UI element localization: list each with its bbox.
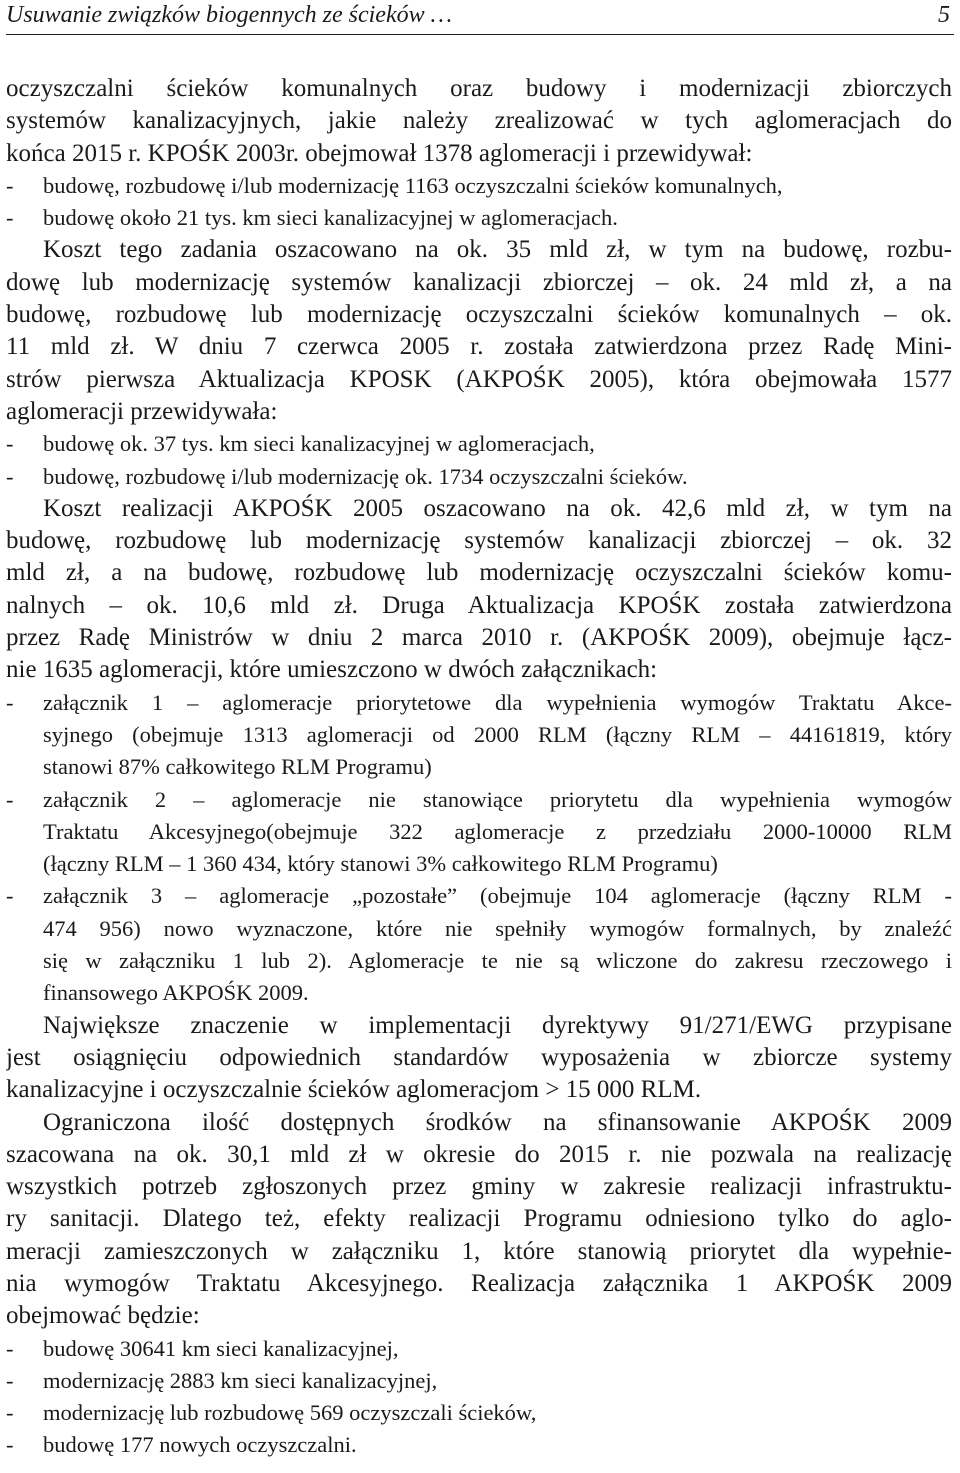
text-line: strów pierwsza Aktualizacja KPOSK (AKPOŚK 2005), która obejmowała 1577 bbox=[6, 365, 952, 393]
text-line: syjnego (obejmuje 1313 aglomeracji od 2000 RLM (łączny RLM – 44161819, który bbox=[43, 721, 952, 747]
text-line: 474 956) nowo wyznaczone, które nie spełniły wymogów formalnych, by znaleźć bbox=[43, 915, 952, 941]
text-line: meracji zamieszczonych w załączniku 1, które stanowią priorytet dla wypełnie- bbox=[6, 1237, 952, 1265]
list-item-text: załącznik 2 – aglomeracje nie stanowiące priorytetu dla wypełnienia wymogów bbox=[43, 786, 952, 812]
text-line: systemów kanalizacyjnych, jakie należy zrealizować w tych aglomeracjach do bbox=[6, 107, 952, 135]
text-line: budowę, rozbudowę lub modernizację systemów kanalizacji zbiorczej – ok. 32 bbox=[6, 527, 952, 555]
text-line: oczyszczalni ścieków komunalnych oraz budowy i modernizacji zbiorczych bbox=[6, 75, 952, 102]
text-line: finansowego AKPOŚK 2009. bbox=[43, 980, 309, 1006]
list-item-text: budowę 177 nowych oczyszczalni. bbox=[43, 1432, 357, 1458]
list-item-text: budowę, rozbudowę i/lub modernizację ok. 1734 oczyszczalni ścieków. bbox=[43, 463, 688, 489]
text-line: stanowi 87% całkowitego RLM Programu) bbox=[43, 754, 432, 780]
list-item-text: budowę 30641 km sieci kanalizacyjnej, bbox=[43, 1335, 399, 1361]
text-line: przez Radę Ministrów w dniu 2 marca 2010 r. (AKPOŚK 2009), obejmuje łącz- bbox=[6, 624, 952, 652]
list-bullet: - bbox=[6, 1432, 14, 1458]
list-item-text: modernizację lub rozbudowę 569 oczyszczali ścieków, bbox=[43, 1400, 537, 1426]
text-line: nie 1635 aglomeracji, które umieszczono w dwóch załącznikach: bbox=[6, 656, 658, 684]
list-item bbox=[6, 1429, 952, 1461]
list-bullet: - bbox=[6, 205, 14, 231]
list-item bbox=[6, 170, 952, 202]
list-item-text: załącznik 3 – aglomeracje „pozostałe” (obejmuje 104 aglomeracje (łączny RLM - bbox=[43, 883, 952, 909]
text-line: Traktatu Akcesyjnego(obejmuje 322 aglomeracje z przedziału 2000-10000 RLM bbox=[43, 818, 952, 844]
list-item-text: budowę ok. 37 tys. km sieci kanalizacyjnej w aglomeracjach, bbox=[43, 431, 595, 457]
list-item bbox=[6, 461, 952, 493]
text-line: Ograniczona ilość dostępnych środków na sfinansowanie AKPOŚK 2009 bbox=[43, 1108, 952, 1136]
running-header-title: Usuwanie związków biogennych ze ścieków … bbox=[6, 2, 452, 28]
text-line: Największe znaczenie w implementacji dyrektywy 91/271/EWG przypisane bbox=[43, 1011, 952, 1039]
list-item bbox=[6, 784, 952, 816]
text-line: nalnych – ok. 10,6 mld zł. Druga Aktualizacja KPOŚK została zatwierdzona bbox=[6, 591, 952, 619]
list-item bbox=[6, 687, 952, 719]
list-bullet: - bbox=[6, 1335, 14, 1361]
list-item bbox=[6, 428, 952, 460]
text-line: mld zł, a na budowę, rozbudowę lub modernizację oczyszczalni ścieków komu- bbox=[6, 559, 952, 587]
list-bullet: - bbox=[6, 172, 14, 198]
list-item bbox=[6, 880, 952, 912]
text-line: nia wymogów Traktatu Akcesyjnego. Realizacja załącznika 1 AKPOŚK 2009 bbox=[6, 1269, 952, 1297]
list-bullet: - bbox=[6, 689, 14, 715]
text-line: (łączny RLM – 1 360 434, który stanowi 3% całkowitego RLM Programu) bbox=[43, 851, 718, 877]
text-line: budowę, rozbudowę lub modernizację oczyszczalni ścieków komunalnych – ok. bbox=[6, 301, 952, 329]
list-bullet: - bbox=[6, 463, 14, 489]
list-item-text: budowę, rozbudowę i/lub modernizację 1163 oczyszczalni ścieków komunalnych, bbox=[43, 172, 783, 198]
text-line: jest osiągnięciu odpowiednich standardów wyposażenia w zbiorcze systemy bbox=[6, 1043, 952, 1071]
list-item bbox=[6, 1397, 952, 1429]
list-item-text: modernizację 2883 km sieci kanalizacyjnej, bbox=[43, 1367, 438, 1393]
running-header bbox=[6, 0, 954, 35]
text-line: końca 2015 r. KPOŚK 2003r. obejmował 1378 aglomeracji i przewidywał: bbox=[6, 139, 753, 167]
list-item bbox=[6, 202, 952, 234]
text-line: się w załączniku 1 lub 2). Aglomeracje te nie są wliczone do zakresu rzeczowego i bbox=[43, 948, 952, 974]
text-line: kanalizacyjne i oczyszczalnie ścieków aglomeracjom > 15 000 RLM. bbox=[6, 1076, 702, 1104]
list-item-text: budowę około 21 tys. km sieci kanalizacyjnej w aglomeracjach. bbox=[43, 205, 618, 231]
text-line: Koszt realizacji AKPOŚK 2005 oszacowano na ok. 42,6 mld zł, w tym na bbox=[43, 494, 952, 522]
list-bullet: - bbox=[6, 1367, 14, 1393]
text-line: aglomeracji przewidywała: bbox=[6, 397, 278, 425]
list-bullet: - bbox=[6, 431, 14, 457]
text-line: szacowana na ok. 30,1 mld zł w okresie do 2015 r. nie pozwala na realizację bbox=[6, 1140, 952, 1168]
list-bullet: - bbox=[6, 1400, 14, 1426]
page-number: 5 bbox=[938, 2, 950, 28]
text-line: obejmować będzie: bbox=[6, 1302, 200, 1330]
text-line: dowę lub modernizację systemów kanalizacji zbiorczej – ok. 24 mld zł, a na bbox=[6, 268, 952, 296]
text-line: ry sanitacji. Dlatego też, efekty realizacji Programu odniesiono tylko do aglo- bbox=[6, 1205, 952, 1233]
list-item bbox=[6, 1333, 952, 1365]
list-bullet: - bbox=[6, 786, 14, 812]
text-line: Koszt tego zadania oszacowano na ok. 35 mld zł, w tym na budowę, rozbu- bbox=[43, 236, 952, 264]
body-text bbox=[6, 73, 952, 1462]
list-bullet: - bbox=[6, 883, 14, 909]
list-item-text: załącznik 1 – aglomeracje priorytetowe dla wypełnienia wymogów Traktatu Akce- bbox=[43, 689, 952, 715]
list-item bbox=[6, 1365, 952, 1397]
text-line: 11 mld zł. W dniu 7 czerwca 2005 r. została zatwierdzona przez Radę Mini- bbox=[6, 333, 952, 361]
text-line: wszystkich potrzeb zgłoszonych przez gminy w zakresie realizacji infrastruktu- bbox=[6, 1173, 952, 1201]
